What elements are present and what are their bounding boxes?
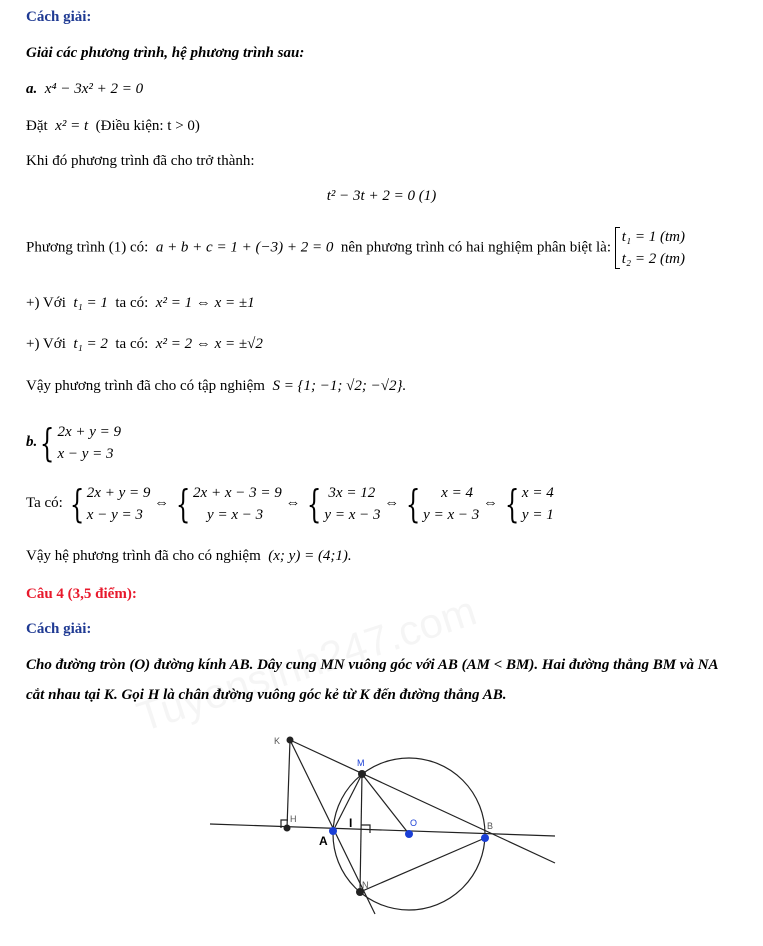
root-1: t₁ = 1 (tm)	[621, 229, 685, 245]
part-b-label: b.	[26, 434, 38, 450]
point-k	[287, 737, 294, 744]
step-5	[522, 482, 554, 526]
analysis-line	[26, 226, 685, 270]
step-2-eq-2: y = x − 3	[207, 506, 264, 523]
substitution-prefix: Đặt	[26, 118, 48, 134]
system-eq-1: 2x + y = 9	[57, 423, 121, 440]
step-4-eq-2: y = x − 3	[423, 506, 480, 523]
step-1-eq-2: x − y = 3	[86, 506, 143, 523]
substitution-condition: (Điều kiện: t > 0)	[95, 118, 200, 134]
new-equation: t² − 3t + 2 = 0 (1)	[326, 188, 437, 204]
case1-expr: x² = 1 ⇔ x = ±1	[155, 295, 255, 311]
case2-prefix: +) Với	[26, 336, 66, 352]
analysis-expr: a + b + c = 1 + (−3) + 2 = 0	[155, 239, 334, 256]
brace-2: {	[175, 481, 191, 526]
part-b-conclusion-prefix: Vậy hệ phương trình đã cho có nghiệm	[26, 548, 261, 564]
iff-4: ⇔	[482, 495, 498, 511]
case1-mid: ta có:	[115, 295, 149, 311]
line-ab	[210, 824, 555, 836]
label-n: N	[362, 880, 369, 890]
solution-set: S = {1; −1; √2; −√2}.	[272, 378, 407, 394]
case1-prefix: +) Với	[26, 295, 66, 311]
part-a-conclusion	[26, 376, 406, 396]
substitution-expr: x² = t	[55, 118, 89, 134]
part-a-label: a.	[26, 81, 38, 97]
iff-3: ⇔	[384, 495, 400, 511]
system-lines	[57, 421, 121, 465]
point-a	[329, 827, 337, 835]
step-5-eq-1: x = 4	[521, 484, 554, 501]
case2-expr: x² = 2 ⇔ x = ±√2	[155, 336, 263, 352]
point-b	[481, 834, 489, 842]
step-4	[423, 482, 479, 526]
case1-line	[26, 293, 255, 313]
brace-3: {	[307, 481, 322, 526]
step-1-eq-1: 2x + y = 9	[86, 484, 151, 501]
step-4-eq-1: x = 4	[441, 484, 473, 501]
label-a: A	[319, 834, 328, 848]
step-3-eq-2: y = x − 3	[324, 506, 381, 523]
label-m: M	[357, 758, 365, 768]
system-brace: {	[40, 420, 55, 465]
part-a-conclusion-prefix: Vậy phương trình đã cho có tập nghiệm	[26, 378, 265, 394]
step-1	[87, 482, 151, 526]
analysis-prefix: Phương trình (1) có:	[26, 239, 149, 256]
brace-4: {	[405, 481, 421, 526]
label-i: I	[349, 816, 353, 830]
iff-2: ⇔	[285, 495, 301, 511]
step-5-eq-2: y = 1	[521, 506, 554, 523]
root-2: t₂ = 2 (tm)	[621, 251, 685, 267]
label-o: O	[410, 818, 418, 828]
part-b-work	[26, 480, 554, 526]
work-prefix: Ta có:	[26, 495, 63, 511]
case2-mid: ta có:	[115, 336, 149, 352]
geometry-figure	[0, 716, 763, 946]
roots-bracket	[615, 227, 620, 269]
heading-cach-giai: Cách giải:	[26, 9, 92, 25]
substitution-line	[26, 116, 200, 136]
part-b-system	[26, 419, 121, 465]
line-kb	[290, 740, 555, 863]
point-h	[284, 825, 291, 832]
roots-list	[622, 226, 685, 270]
task-title: Giải các phương trình, hệ phương trình sau:	[26, 45, 305, 61]
analysis-suffix: nên phương trình có hai nghiệm phân biệt là:	[340, 239, 611, 256]
label-b: B	[487, 821, 494, 831]
step-2	[193, 482, 282, 526]
question4-heading: Cách giải:	[26, 621, 92, 637]
system-eq-2: x − y = 3	[57, 445, 114, 462]
part-a-equation: x⁴ − 3x² + 2 = 0	[44, 81, 144, 97]
segment-am	[333, 774, 362, 831]
point-o	[405, 830, 413, 838]
step-3-eq-1: 3x = 12	[328, 484, 376, 501]
transition-text: Khi đó phương trình đã cho trở thành:	[26, 153, 255, 169]
case1-t: t₁ = 1	[73, 295, 108, 311]
brace-5: {	[504, 481, 520, 526]
label-h: H	[290, 814, 297, 824]
case2-line	[26, 334, 263, 354]
part-b-conclusion-value: (x; y) = (4;1).	[268, 548, 352, 564]
label-k: K	[274, 736, 281, 746]
question4-title: Câu 4 (3,5 điểm):	[26, 586, 137, 602]
part-a-equation-line	[26, 79, 143, 99]
figure-points	[284, 737, 490, 897]
step-3	[324, 482, 380, 526]
question4-problem: Cho đường tròn (O) đường kính AB. Dây cung MN vuông góc với AB (AM < BM). Hai đường thẳng BM và NA cắt nhau tại K. Gọi H là chân đường vuông góc kẻ từ K đến đường thẳng AB.	[26, 657, 718, 703]
step-2-eq-1: 2x + x − 3 = 9	[193, 484, 282, 501]
part-b-conclusion	[26, 546, 352, 566]
point-m	[358, 770, 366, 778]
brace-1: {	[69, 481, 84, 526]
chord-mn	[360, 774, 362, 892]
iff-1: ⇔	[154, 495, 170, 511]
case2-t: t₁ = 2	[73, 336, 108, 352]
